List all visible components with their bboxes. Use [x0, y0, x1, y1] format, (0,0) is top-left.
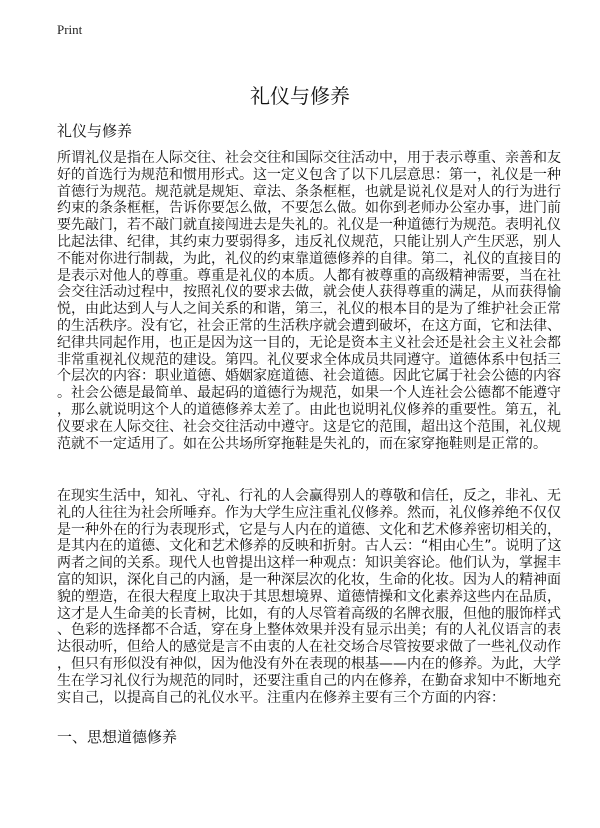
paragraph-line: 所谓礼仪是指在人际交往、社会交往和国际交往活动中，用于表示尊重、亲善和友	[57, 150, 561, 166]
section-heading: 一、思想道德修养	[57, 728, 178, 746]
paragraph-line: 是其内在的道德、文化和艺术修养的反映和折射。古人云：“相由心生”。说明了这	[57, 538, 562, 555]
paragraph-line: 不能对你进行制裁，为此，礼仪的约束靠道德修养的自律。第二，礼仪的直接目的	[57, 250, 561, 267]
paragraph-line: 生在学习礼仪行为规范的同时，还要注重自己的内在修养，在勤奋求知中不断地充	[57, 672, 561, 689]
paragraph-line: 要先敲门，若不敲门就直接闯进去是失礼的。礼仪是一种道德行为规范。表明礼仪	[57, 217, 561, 234]
paragraph-line: 比起法律、纪律，其约束力要弱得多，违反礼仪规范，只能让别人产生厌恶，别人	[57, 233, 561, 250]
paragraph-line: 首德行为规范。规范就是规矩、章法、条条框框，也就是说礼仪是对人的行为进行	[57, 183, 561, 200]
paragraph-line: ，那么就说明这个人的道德修养太差了。由此也说明礼仪修养的重要性。第五，礼	[57, 401, 561, 418]
paragraph-line: 好的首选行为规范和惯用形式。这一定义包含了以下几层意思：第一，礼仪是一种	[57, 166, 561, 183]
paragraph-line: 非常重视礼仪规范的建设。第四。礼仪要求全体成员共同遵守。道德体系中包括三	[57, 351, 561, 368]
body-paragraph-2	[57, 488, 577, 706]
paragraph-line: 礼的人往往为社会所唾弃。作为大学生应注重礼仪修养。然而，礼仪修养绝不仅仅	[57, 504, 561, 521]
paragraph-line: 约束的条条框框，告诉你要怎么做，不要怎么做。如你到老师办公室办事，进门前	[57, 200, 561, 217]
page-title: 礼仪与修养	[250, 84, 350, 108]
paragraph-line: 纪律共同起作用，也正是因为这一目的，无论是资本主义社会还是社会主义社会都	[57, 334, 561, 351]
paragraph-line: 两者之间的关系。现代人也曾提出这样一种观点：知识美容论。他们认为，掌握丰	[57, 555, 561, 572]
paragraph-line: 这才是人生命美的长青树，比如，有的人尽管着高级的名牌衣服，但他的服饰样式	[57, 605, 561, 622]
paragraph-line: 仪要求在人际交往、社会交往活动中遵守。这是它的范围，超出这个范围，礼仪规	[57, 418, 561, 435]
paragraph-line: 实自己，以提高自己的礼仪水平。注重内在修养主要有三个方面的内容：	[57, 689, 505, 706]
paragraph-line: 悦，由此达到人与人之间关系的和谐，第三，礼仪的根本目的是为了维护社会正常	[57, 301, 561, 318]
paragraph-line: 会交往活动过程中，按照礼仪的要求去做，就会使人获得尊重的满足，从而获得愉	[57, 284, 561, 301]
paragraph-line: 是一种外在的行为表现形式，它是与人内在的道德、文化和艺术修养密切相关的，	[57, 521, 561, 538]
document-subtitle: 礼仪与修养	[57, 122, 133, 140]
paragraph-line: ，但只有形似没有神似，因为他没有外在表现的根基——内在的修养。为此，大学	[57, 655, 561, 672]
paragraph-line: 是表示对他人的尊重。尊重是礼仪的本质。人都有被尊重的高级精神需要，当在社	[57, 267, 561, 284]
paragraph-line: 达很动听，但给人的感觉是言不由衷的人在社交场合尽管按要求做了一些礼仪动作	[57, 639, 561, 656]
paragraph-line: 范就不一定适用了。如在公共场所穿拖鞋是失礼的，而在家穿拖鞋则是正常的。	[57, 435, 547, 452]
paragraph-line: 。社会公德是最简单、最起码的道德行为规范，如果一个人连社会公德都不能遵守	[57, 385, 561, 402]
paragraph-line: 、色彩的选择都不合适，穿在身上整体效果并没有显示出美；有的人礼仪语言的表	[57, 622, 561, 639]
paragraph-line: 富的知识，深化自己的内涵，是一种深层次的化妆，生命的化妆。因为人的精神面	[57, 571, 561, 588]
body-paragraph-1	[57, 150, 577, 452]
paragraph-line: 个层次的内容：职业道德、婚姻家庭道德、社会道德。因此它属于社会公德的内容	[57, 368, 561, 385]
print-link[interactable]: Print	[57, 22, 83, 37]
paragraph-line: 的生活秩序。没有它，社会正常的生活秩序就会遭到破坏，在这方面，它和法律、	[57, 317, 561, 334]
paragraph-line: 貌的塑造，在很大程度上取决于其思想境界、道德情操和文化素养这些内在品质，	[57, 588, 561, 605]
paragraph-line: 在现实生活中，知礼、守礼、行礼的人会赢得别人的尊敬和信任，反之，非礼、无	[57, 488, 561, 504]
